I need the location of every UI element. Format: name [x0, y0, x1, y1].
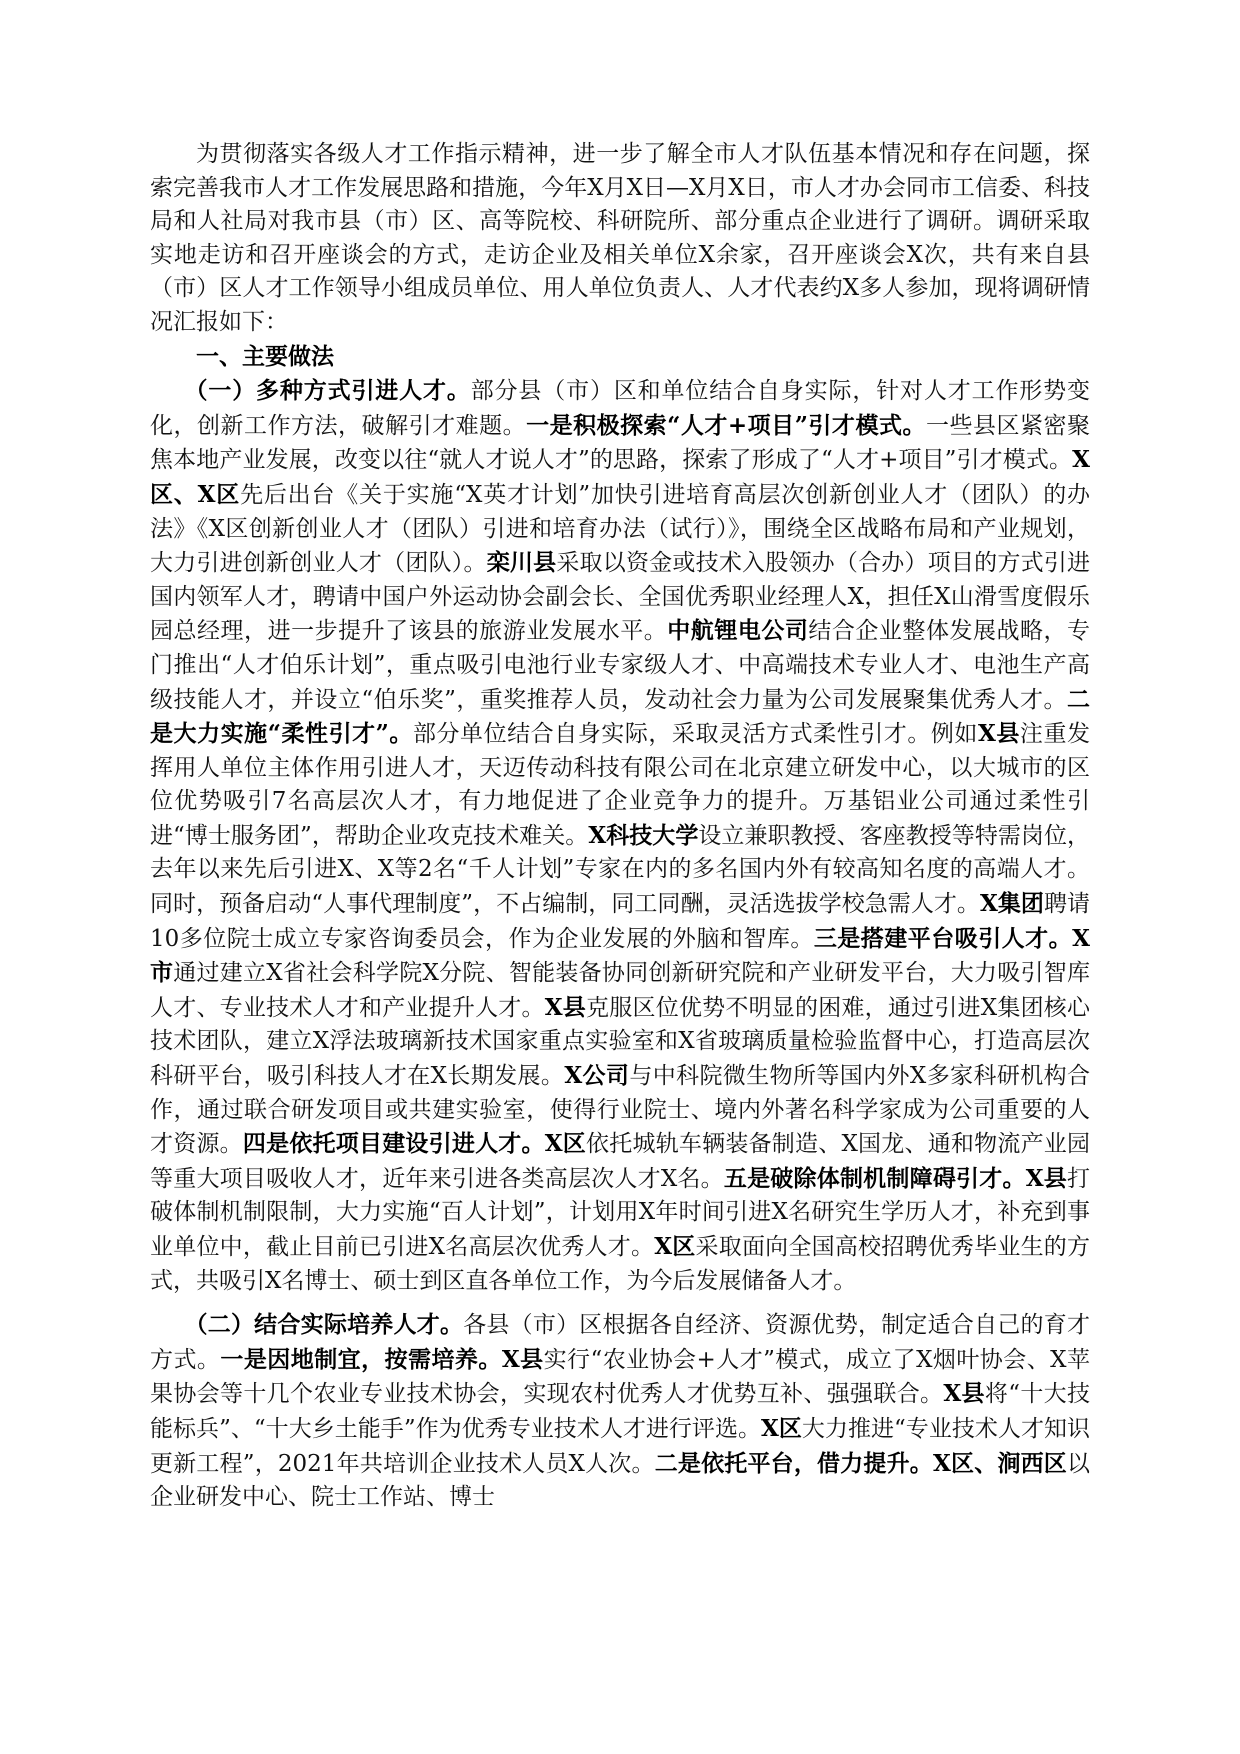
- text-run: 部分县（市）区和单位结合自身实际，针对人才工作形势变化，创新工作方法，破解引才难题。: [150, 378, 1091, 439]
- document-body: [150, 138, 1090, 1515]
- bold-text-run: X科技大学: [588, 821, 699, 849]
- text-run: 将“十大技能标兵”、“十大乡土能手”作为优秀专业技术人才进行评选。: [150, 1381, 1090, 1442]
- text-run: 采取以资金或技术入股领办（合办）项目的方式引进国内领军人才，聘请中国户外运动协会副会长、全国优秀职业经理人X，担任X山滑雪度假乐园总经理，进一步提升了该县的旅游业发展水平。: [150, 550, 1091, 645]
- text-run: 注重发挥用人单位主体作用引进人才，天迈传动科技有限公司在北京建立研发中心，以大城市的区位优势吸引7名高层次人才，有力地促进了企业竞争力的提升。万基铝业公司通过柔性引进“博士服务团”，帮助企业攻克技术难关。: [150, 721, 1091, 849]
- bold-text-run: X区: [761, 1414, 802, 1442]
- text-run: 结合企业整体发展战略，专门推出“人才伯乐计划”，重点吸引电池行业专家级人才、中高端技术专业人才、电池生产高级技能人才，并设立“伯乐奖”，重奖推荐人员，发动社会力量为公司发展聚集优秀人才。: [150, 618, 1091, 713]
- bold-text-run: 四是依托项目建设引进人才。X区: [242, 1130, 587, 1158]
- text-run: 采取面向全国高校招聘优秀毕业生的方式，共吸引X名博士、硕士到区直各单位工作，为今后发展储备人才。: [150, 1234, 1091, 1294]
- text-run: 设立兼职教授、客座教授等特需岗位，去年以来先后引进X、X等2名“千人计划”专家在内的多名国内外有较高知名度的高端人才。同时，预备启动“人事代理制度”，不占编制，同工同酬，灵活选拔学校急需人才。: [150, 822, 1090, 918]
- text-run: 打破体制机制限制，大力实施“百人计划”，计划用X年时间引进X名研究生学历人才，补充到事业单位中，截止目前已引进X名高层次优秀人才。: [150, 1165, 1090, 1260]
- bold-text-run: X集团: [979, 890, 1044, 918]
- bold-text-run: 二是依托平台，借力提升。X区、涧西区: [654, 1449, 1067, 1477]
- bold-text-run: 一、主要做法: [196, 342, 334, 370]
- text-run: 通过建立X省社会科学院X分院、智能装备协同创新研究院和产业研发平台，大力吸引智库人才、专业技术人才和产业提升人才。: [150, 960, 1091, 1021]
- bold-text-run: X公司: [564, 1062, 630, 1090]
- bold-text-run: 二是大力实施“柔性引才”。: [150, 685, 1090, 748]
- text-run: 先后出台《关于实施“X英才计划”加快引进培育高层次创新创业人才（团队）的办法》《X区创新创业人才（团队）引进和培育办法（试行）》，围绕全区战略布局和产业规划，大力引进创新创业人才（团队）。: [150, 481, 1090, 577]
- intro-paragraph: [150, 138, 1090, 340]
- bold-text-run: 一是因地制宜，按需培养。X县: [220, 1345, 544, 1373]
- bold-text-run: X县: [977, 720, 1020, 748]
- bold-text-run: （一）多种方式引进人才。: [184, 377, 471, 405]
- subsection-talent-cultivation: [150, 1308, 1090, 1515]
- text-run: 依托城轨车辆装备制造、X国龙、通和物流产业园等重大项目吸收人才，近年来引进各类高层次人才X名。: [150, 1131, 1091, 1192]
- bold-text-run: X区: [654, 1233, 696, 1260]
- text-run: 以企业研发中心、院士工作站、博士: [150, 1450, 1090, 1511]
- text-run: 大力推进“专业技术人才知识更新工程”，2021年共培训企业技术人员X人次。: [150, 1415, 1090, 1477]
- bold-text-run: X县: [544, 993, 587, 1021]
- text-run: 部分单位结合自身实际，采取灵活方式柔性引才。例如: [412, 721, 978, 748]
- bold-text-run: X县: [943, 1380, 985, 1408]
- bold-text-run: X区、X区: [150, 446, 1090, 508]
- bold-text-run: 栾川县: [486, 549, 557, 577]
- text-run: 克服区位优势不明显的困难，通过引进X集团核心技术团队，建立X浮法玻璃新技术国家重点实验室和X省玻璃质量检验监督中心，打造高层次科研平台，吸引科技人才在X长期发展。: [150, 994, 1091, 1090]
- text-run: 各县（市）区根据各自经济、资源优势，制定适合自己的育才方式。: [150, 1312, 1091, 1373]
- subsection-talent-introduction: [150, 374, 1090, 1298]
- text-run: 一些县区紧密聚焦本地产业发展，改变以往“就人才说人才”的思路，探索了形成了“人才+项目”引才模式。: [150, 412, 1091, 474]
- bold-text-run: 五是破除体制机制障碍引才。X县: [723, 1164, 1067, 1192]
- bold-text-run: 一是积极探索“人才+项目”引才模式。: [526, 411, 926, 439]
- bold-text-run: 中航锂电公司: [667, 617, 809, 645]
- bold-text-run: （二）结合实际培养人才。: [184, 1311, 464, 1339]
- text-run: 与中科院微生物所等国内外X多家科研机构合作，通过联合研发项目或共建实验室，使得行业院士、境内外著名科学家成为公司重要的人才资源。: [150, 1063, 1090, 1158]
- section-heading-main-practices: [150, 340, 1090, 375]
- text-run: 为贯彻落实各级人才工作指示精神，进一步了解全市人才队伍基本情况和存在问题，探索完善我市人才工作发展思路和措施，今年X月X日—X月X日，市人才办会同市工信委、科技局和人社局对我市县（市）区、高等院校、科研院所、部分重点企业进行了调研。调研采取实地走访和召开座谈会的方式，走访企业及相关单位X余家，召开座谈会X次，共有来自县（市）区人才工作领导小组成员单位、用人单位负责人、人才代表约X多人参加，现将调研情况汇报如下：: [150, 141, 1090, 335]
- text-run: 聘请10多位院士成立专家咨询委员会，作为企业发展的外脑和智库。: [150, 891, 1090, 952]
- bold-text-run: 三是搭建平台吸引人才。X市: [150, 924, 1090, 987]
- text-run: 实行“农业协会+人才”模式，成立了X烟叶协会、X苹果协会等十几个农业专业技术协会，实现农村优秀人才优势互补、强强联合。: [150, 1346, 1090, 1408]
